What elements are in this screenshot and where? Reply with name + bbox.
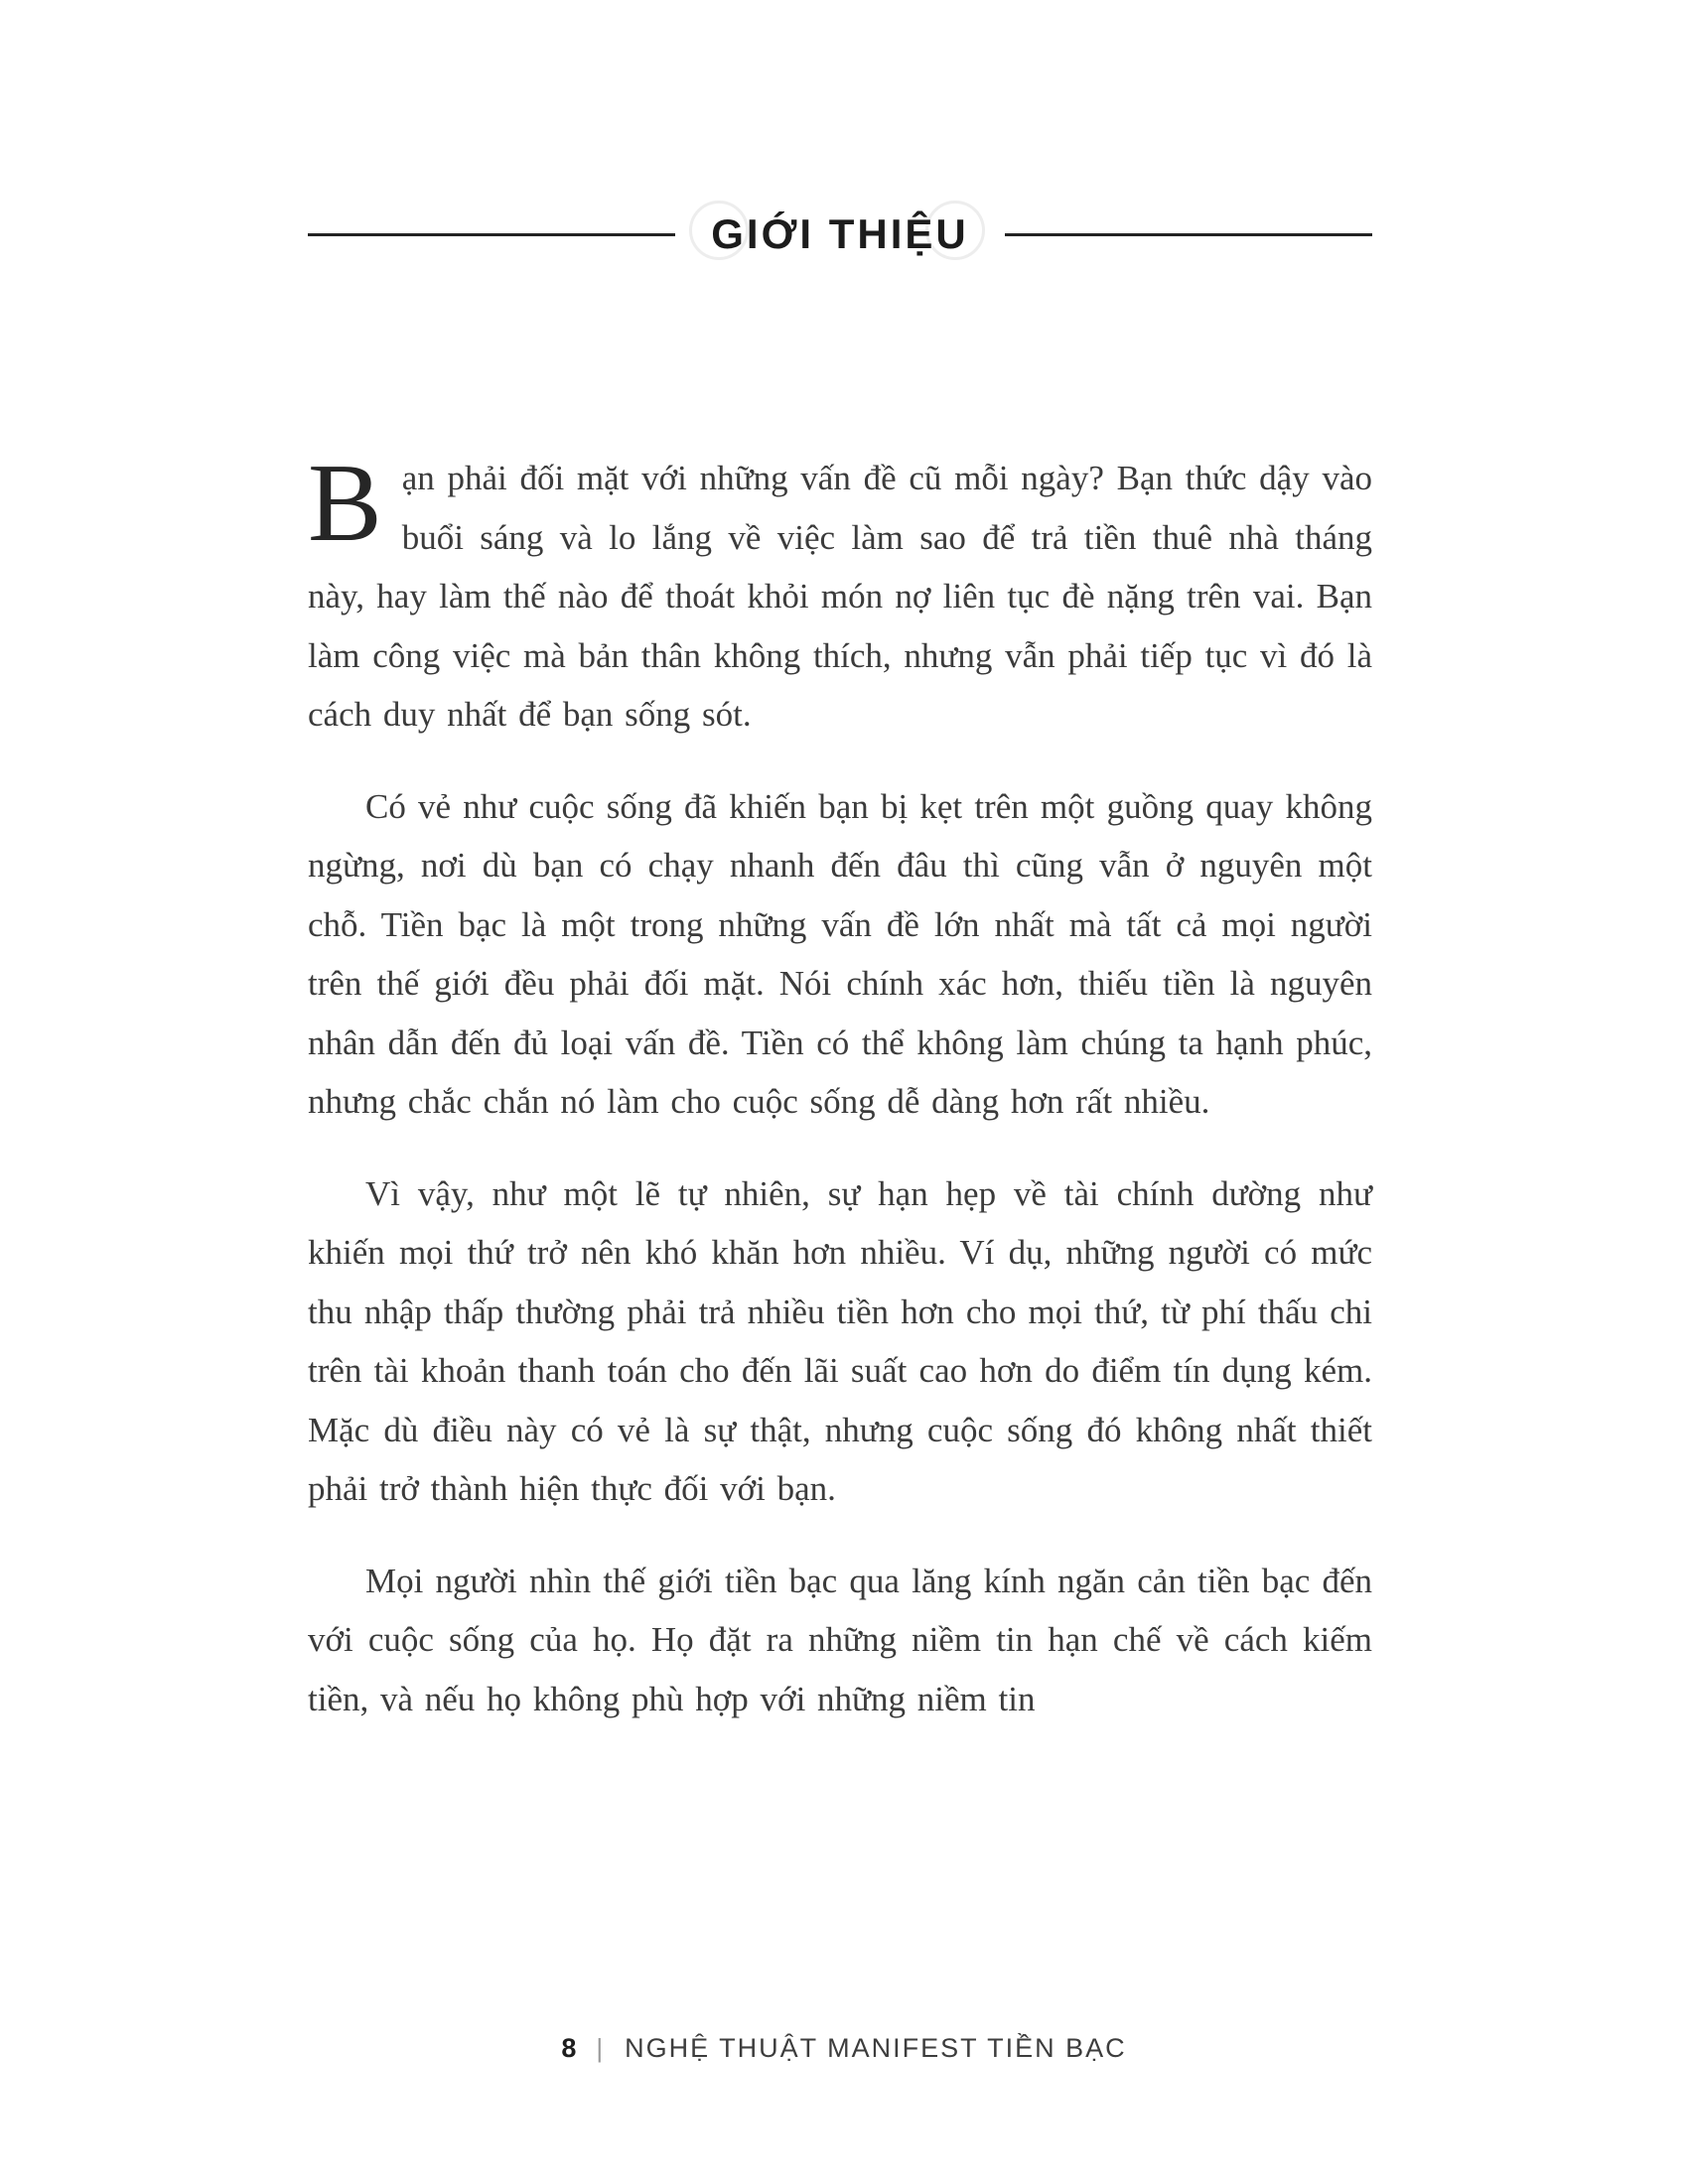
drop-cap: B [308, 442, 382, 565]
paragraph-4: Mọi người nhìn thế giới tiền bạc qua lăng kính ngăn cản tiền bạc đến với cuộc sống của họ. Họ đặt ra những niềm tin hạn chế về cách kiếm tiền, và nếu họ không phù hợp với những niềm tin [308, 1561, 1372, 1718]
page-title-wrap [705, 210, 975, 258]
page-number: 8 [561, 2033, 577, 2063]
paragraph-1-text: ạn phải đối mặt với những vấn đề cũ mỗi ngày? Bạn thức dậy vào buổi sáng và lo lắng về việc làm sao để trả tiền thuê nhà tháng này, hay làm thế nào để thoát khỏi món nợ liên tục đè nặng trên vai. Bạn làm công việc mà bản thân không thích, nhưng vẫn phải tiếp tục vì đó là cách duy nhất để bạn sống sót. [308, 459, 1372, 734]
page-content [308, 210, 1372, 1761]
footer [0, 2033, 1688, 2064]
page-title: GIỚI THIỆU [711, 210, 969, 257]
header-rule-right [1005, 233, 1372, 236]
paragraph-3: Vì vậy, như một lẽ tự nhiên, sự hạn hẹp về tài chính dường như khiến mọi thứ trở nên khó khăn hơn nhiều. Ví dụ, những người có mức thu nhập thấp thường phải trả nhiều tiền hơn cho mọi thứ, từ phí thấu chi trên tài khoản thanh toán cho đến lãi suất cao hơn do điểm tín dụng kém. Mặc dù điều này có vẻ là sự thật, nhưng cuộc sống đó không nhất thiết phải trở thành hiện thực đối với bạn. [308, 1173, 1372, 1508]
book-title: NGHỆ THUẬT MANIFEST TIỀN BẠC [625, 2033, 1127, 2063]
header-rule-left [308, 233, 675, 236]
footer-separator: | [596, 2033, 606, 2063]
paragraph-2: Có vẻ như cuộc sống đã khiến bạn bị kẹt trên một guồng quay không ngừng, nơi dù bạn có chạy nhanh đến đâu thì cũng vẫn ở nguyên một chỗ. Tiền bạc là một trong những vấn đề lớn nhất mà tất cả mọi người trên thế giới đều phải đối mặt. Nói chính xác hơn, thiếu tiền là nguyên nhân dẫn đến đủ loại vấn đề. Tiền có thể không làm chúng ta hạnh phúc, nhưng chắc chắn nó làm cho cuộc sống dễ dàng hơn rất nhiều. [308, 786, 1372, 1121]
chapter-header [308, 210, 1372, 258]
paragraph-1 [308, 442, 1372, 745]
